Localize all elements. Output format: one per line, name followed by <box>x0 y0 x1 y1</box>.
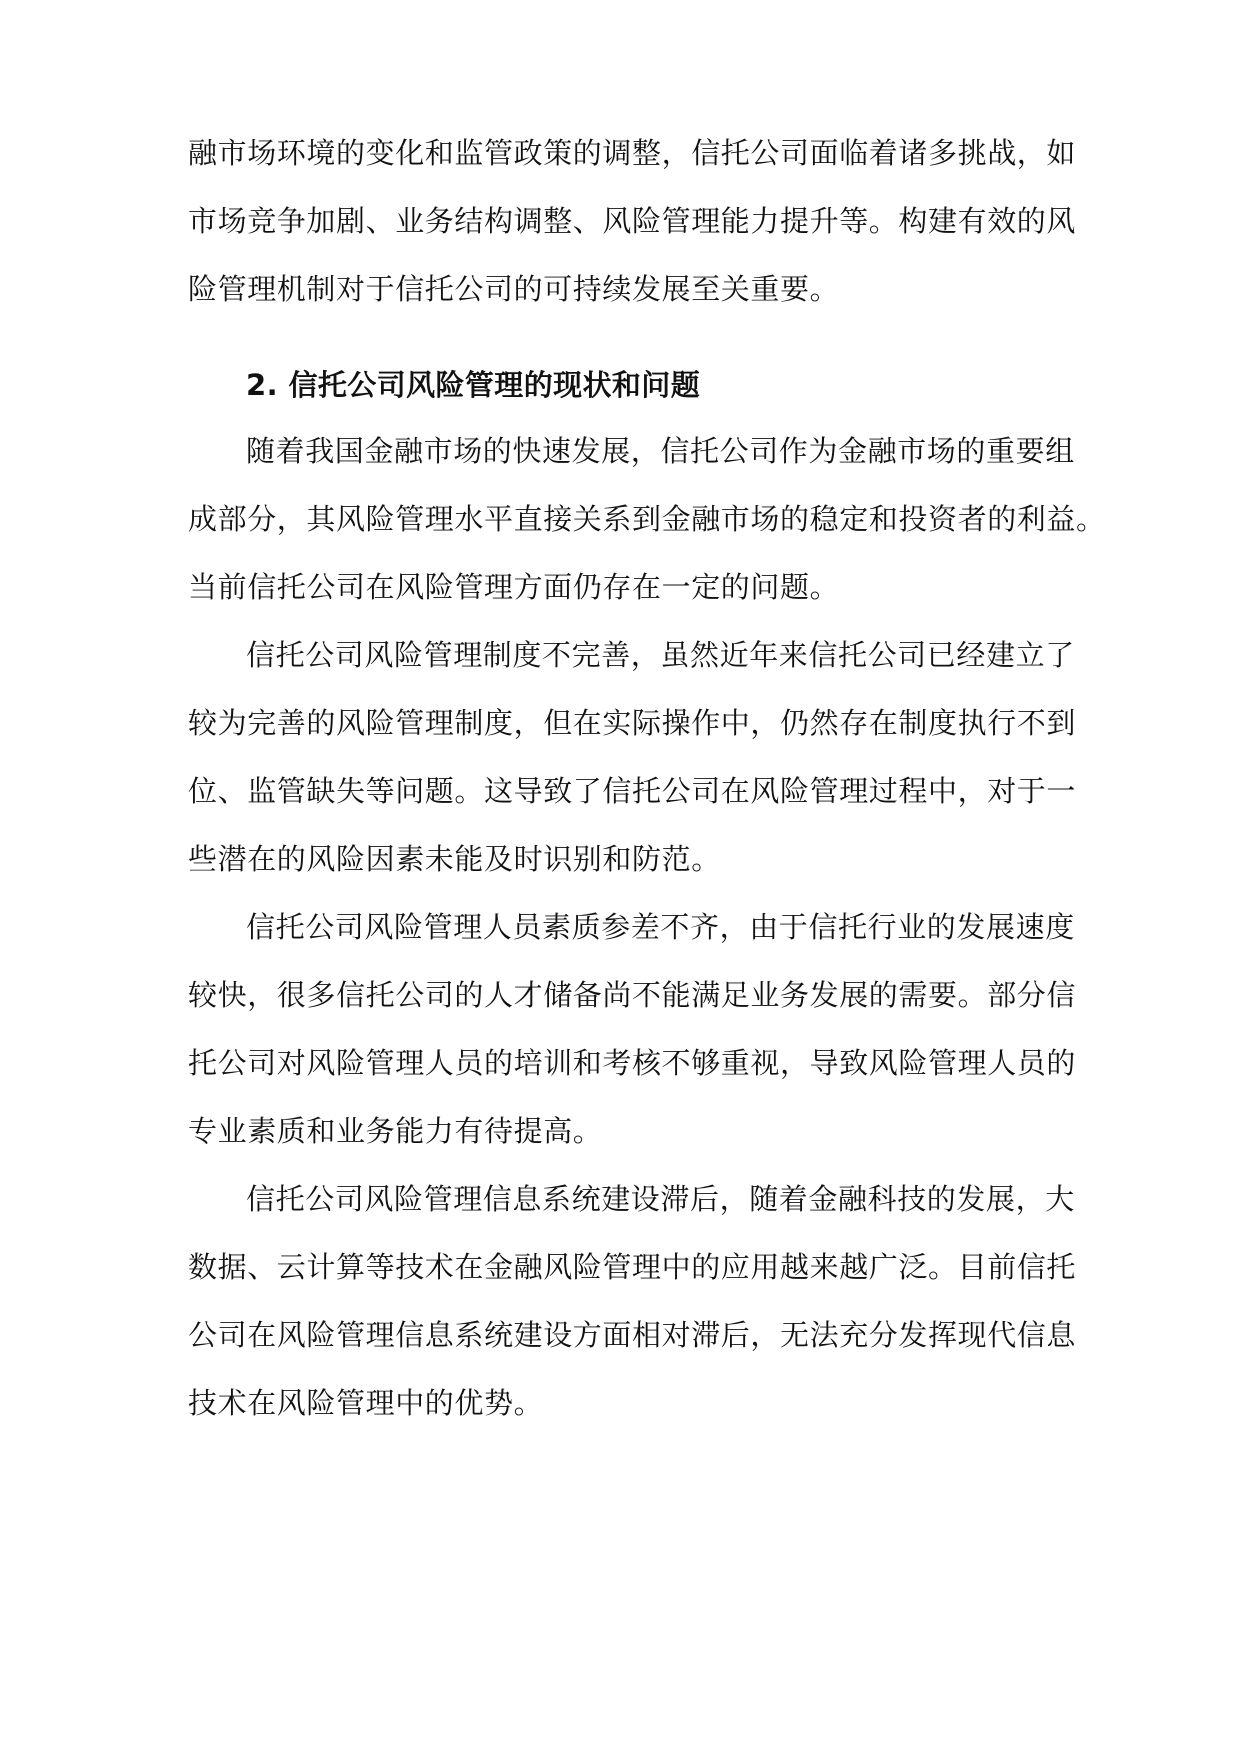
paragraph-5-line-2: 数据、云计算等技术在金融风险管理中的应用越来越广泛。目前信托 <box>188 1250 1077 1284</box>
paragraph-2-line-1: 随着我国金融市场的快速发展，信托公司作为金融市场的重要组 <box>246 434 1075 468</box>
paragraph-3-line-3: 位、监管缺失等问题。这导致了信托公司在风险管理过程中，对于一 <box>188 774 1077 808</box>
paragraph-4-line-2: 较快，很多信托公司的人才储备尚不能满足业务发展的需要。部分信 <box>188 978 1077 1012</box>
paragraph-1-line-1: 融市场环境的变化和监管政策的调整，信托公司面临着诸多挑战，如 <box>188 136 1077 170</box>
paragraph-3-line-4: 些潜在的风险因素未能及时识别和防范。 <box>188 842 721 876</box>
paragraph-2-line-2: 成部分，其风险管理水平直接关系到金融市场的稳定和投资者的利益。 <box>188 502 1106 536</box>
paragraph-1-line-2: 市场竞争加剧、业务结构调整、风险管理能力提升等。构建有效的风 <box>188 204 1077 238</box>
paragraph-4-line-1: 信托公司风险管理人员素质参差不齐，由于信托行业的发展速度 <box>246 910 1075 944</box>
paragraph-4-line-3: 托公司对风险管理人员的培训和考核不够重视，导致风险管理人员的 <box>188 1046 1077 1080</box>
section-heading: 2. 信托公司风险管理的现状和问题 <box>246 368 701 402</box>
paragraph-4-line-4: 专业素质和业务能力有待提高。 <box>188 1114 603 1148</box>
paragraph-2-line-3: 当前信托公司在风险管理方面仍存在一定的问题。 <box>188 570 840 604</box>
paragraph-5-line-1: 信托公司风险管理信息系统建设滞后，随着金融科技的发展，大 <box>246 1182 1075 1216</box>
paragraph-1-line-3: 险管理机制对于信托公司的可持续发展至关重要。 <box>188 272 840 306</box>
paragraph-5-line-3: 公司在风险管理信息系统建设方面相对滞后，无法充分发挥现代信息 <box>188 1318 1077 1352</box>
paragraph-3-line-1: 信托公司风险管理制度不完善，虽然近年来信托公司已经建立了 <box>246 638 1075 672</box>
paragraph-5-line-4: 技术在风险管理中的优势。 <box>188 1386 544 1420</box>
paragraph-3-line-2: 较为完善的风险管理制度，但在实际操作中，仍然存在制度执行不到 <box>188 706 1077 740</box>
